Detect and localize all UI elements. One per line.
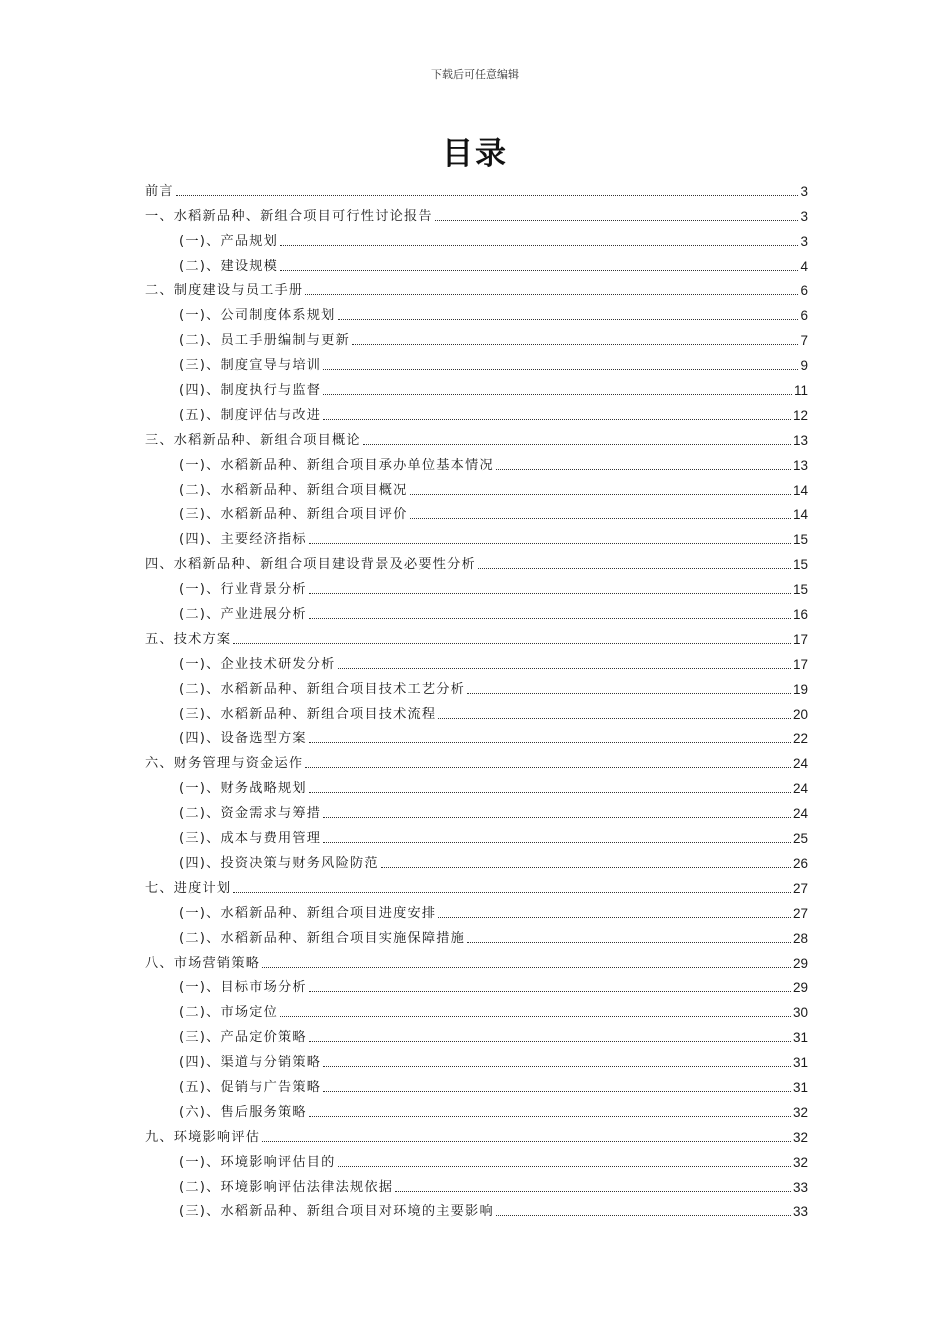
toc-entry-title: (二)、产业进展分析 xyxy=(179,607,307,623)
toc-dot-leader xyxy=(309,593,791,594)
toc-entry-title: (一)、水稻新品种、新组合项目承办单位基本情况 xyxy=(179,457,494,473)
toc-dot-leader xyxy=(467,693,791,694)
toc-entry-title: (五)、制度评估与改进 xyxy=(179,407,322,423)
toc-entry-title: (一)、公司制度体系规划 xyxy=(179,308,336,324)
toc-page-number: 6 xyxy=(800,283,808,299)
toc-dot-leader xyxy=(323,394,792,395)
toc-chapter-entry[interactable] xyxy=(145,175,808,200)
toc-dot-leader xyxy=(262,967,791,968)
toc-entry-title: 一、水稻新品种、新组合项目可行性讨论报告 xyxy=(145,208,433,224)
toc-page-number: 13 xyxy=(792,457,808,473)
toc-dot-leader xyxy=(352,344,799,345)
toc-entry-title: (二)、水稻新品种、新组合项目实施保障措施 xyxy=(179,930,466,946)
toc-entry-title: 三、水稻新品种、新组合项目概论 xyxy=(145,432,361,448)
toc-entry-title: (四)、制度执行与监督 xyxy=(179,383,322,399)
toc-dot-leader xyxy=(338,319,799,320)
toc-page-number: 31 xyxy=(792,1055,808,1071)
toc-dot-leader xyxy=(338,1166,791,1167)
toc-dot-leader xyxy=(496,469,791,470)
toc-dot-leader xyxy=(309,543,791,544)
toc-page-number: 22 xyxy=(792,731,808,747)
toc-chapter-entry[interactable] xyxy=(145,275,808,300)
toc-entry-title: (二)、市场定位 xyxy=(179,1005,279,1021)
toc-section-entry[interactable] xyxy=(145,723,808,748)
toc-page-number: 17 xyxy=(792,631,808,647)
toc-dot-leader xyxy=(478,568,791,569)
toc-page-number: 32 xyxy=(792,1104,808,1120)
toc-dot-leader xyxy=(309,991,791,992)
toc-section-entry[interactable] xyxy=(145,847,808,872)
toc-dot-leader xyxy=(280,245,798,246)
toc-section-entry[interactable] xyxy=(145,523,808,548)
toc-section-entry[interactable] xyxy=(145,225,808,250)
toc-page-number: 11 xyxy=(793,383,808,399)
toc-chapter-entry[interactable] xyxy=(145,548,808,573)
toc-entry-title: (二)、资金需求与筹措 xyxy=(179,806,322,822)
toc-page-number: 31 xyxy=(792,1030,808,1046)
toc-page-number: 26 xyxy=(792,855,808,871)
toc-page-number: 24 xyxy=(792,756,808,772)
toc-dot-leader xyxy=(309,1116,791,1117)
toc-entry-title: (二)、建设规模 xyxy=(179,258,279,274)
table-of-contents xyxy=(145,175,808,1220)
toc-dot-leader xyxy=(305,294,798,295)
toc-page-number: 31 xyxy=(792,1079,808,1095)
toc-section-entry[interactable] xyxy=(145,772,808,797)
toc-title: 目录 xyxy=(442,136,508,172)
toc-page-number: 6 xyxy=(800,308,808,324)
toc-section-entry[interactable] xyxy=(145,1046,808,1071)
toc-section-entry[interactable] xyxy=(145,1196,808,1221)
page-header: 下载后可任意编辑 xyxy=(431,68,519,81)
toc-entry-title: (三)、成本与费用管理 xyxy=(179,831,322,847)
toc-dot-leader xyxy=(323,817,791,818)
toc-page-number: 3 xyxy=(800,233,808,249)
toc-page-number: 15 xyxy=(792,582,808,598)
toc-entry-title: (三)、水稻新品种、新组合项目评价 xyxy=(179,507,408,523)
toc-page-number: 14 xyxy=(792,482,808,498)
toc-page-number: 19 xyxy=(792,681,808,697)
toc-page-number: 24 xyxy=(792,781,808,797)
toc-chapter-entry[interactable] xyxy=(145,1121,808,1146)
toc-dot-leader xyxy=(323,369,798,370)
toc-entry-title: (一)、产品规划 xyxy=(179,233,279,249)
toc-dot-leader xyxy=(467,942,791,943)
toc-page-number: 28 xyxy=(792,930,808,946)
toc-section-entry[interactable] xyxy=(145,972,808,997)
toc-entry-title: (四)、投资决策与财务风险防范 xyxy=(179,855,379,871)
toc-page-number: 32 xyxy=(792,1154,808,1170)
toc-page-number: 12 xyxy=(792,407,808,423)
toc-section-entry[interactable] xyxy=(145,573,808,598)
toc-section-entry[interactable] xyxy=(145,897,808,922)
toc-page-number: 14 xyxy=(792,507,808,523)
toc-chapter-entry[interactable] xyxy=(145,424,808,449)
toc-entry-title: (二)、员工手册编制与更新 xyxy=(179,333,350,349)
toc-section-entry[interactable] xyxy=(145,1096,808,1121)
toc-entry-title: (三)、制度宣导与培训 xyxy=(179,358,322,374)
toc-page-number: 27 xyxy=(792,905,808,921)
toc-page-number: 17 xyxy=(792,656,808,672)
toc-page-number: 9 xyxy=(800,358,808,374)
toc-page-number: 15 xyxy=(792,557,808,573)
toc-entry-title: (一)、财务战略规划 xyxy=(179,781,307,797)
toc-page-number: 25 xyxy=(792,831,808,847)
toc-section-entry[interactable] xyxy=(145,1171,808,1196)
toc-chapter-entry[interactable] xyxy=(145,947,808,972)
toc-page-number: 27 xyxy=(792,880,808,896)
toc-dot-leader xyxy=(338,668,791,669)
toc-dot-leader xyxy=(262,1141,791,1142)
toc-entry-title: (三)、水稻新品种、新组合项目技术流程 xyxy=(179,706,437,722)
toc-dot-leader xyxy=(435,220,799,221)
toc-dot-leader xyxy=(410,518,791,519)
toc-entry-title: (一)、企业技术研发分析 xyxy=(179,656,336,672)
toc-entry-title: (三)、产品定价策略 xyxy=(179,1030,307,1046)
toc-dot-leader xyxy=(309,742,791,743)
toc-page-number: 15 xyxy=(792,532,808,548)
toc-section-entry[interactable] xyxy=(145,324,808,349)
toc-section-entry[interactable] xyxy=(145,1071,808,1096)
toc-dot-leader xyxy=(323,842,791,843)
toc-page-number: 29 xyxy=(792,980,808,996)
toc-section-entry[interactable] xyxy=(145,349,808,374)
toc-page-number: 3 xyxy=(800,208,808,224)
toc-section-entry[interactable] xyxy=(145,673,808,698)
toc-dot-leader xyxy=(323,1091,791,1092)
toc-section-entry[interactable] xyxy=(145,399,808,424)
toc-entry-title: (三)、水稻新品种、新组合项目对环境的主要影响 xyxy=(179,1204,494,1220)
toc-dot-leader xyxy=(438,718,791,719)
toc-dot-leader xyxy=(363,444,791,445)
toc-dot-leader xyxy=(309,618,791,619)
toc-page-number: 16 xyxy=(792,607,808,623)
toc-section-entry[interactable] xyxy=(145,797,808,822)
toc-section-entry[interactable] xyxy=(145,1146,808,1171)
toc-page-number: 33 xyxy=(792,1179,808,1195)
toc-dot-leader xyxy=(176,195,799,196)
toc-entry-title: (一)、目标市场分析 xyxy=(179,980,307,996)
toc-dot-leader xyxy=(233,892,791,893)
toc-dot-leader xyxy=(438,917,791,918)
toc-dot-leader xyxy=(381,867,791,868)
toc-dot-leader xyxy=(309,792,791,793)
toc-chapter-entry[interactable] xyxy=(145,872,808,897)
toc-entry-title: (一)、水稻新品种、新组合项目进度安排 xyxy=(179,905,437,921)
toc-entry-title: 五、技术方案 xyxy=(145,631,232,647)
toc-dot-leader xyxy=(280,270,798,271)
toc-entry-title: 八、市场营销策略 xyxy=(145,955,261,971)
toc-dot-leader xyxy=(280,1016,791,1017)
toc-section-entry[interactable] xyxy=(145,648,808,673)
toc-entry-title: 九、环境影响评估 xyxy=(145,1129,261,1145)
toc-page-number: 32 xyxy=(792,1129,808,1145)
toc-entry-title: 二、制度建设与员工手册 xyxy=(145,283,304,299)
toc-entry-title: 六、财务管理与资金运作 xyxy=(145,756,304,772)
toc-section-entry[interactable] xyxy=(145,499,808,524)
toc-dot-leader xyxy=(309,1041,791,1042)
toc-section-entry[interactable] xyxy=(145,449,808,474)
toc-entry-title: (二)、水稻新品种、新组合项目概况 xyxy=(179,482,408,498)
toc-entry-title: (二)、水稻新品种、新组合项目技术工艺分析 xyxy=(179,681,466,697)
toc-entry-title: (四)、设备选型方案 xyxy=(179,731,307,747)
toc-entry-title: 四、水稻新品种、新组合项目建设背景及必要性分析 xyxy=(145,557,476,573)
toc-dot-leader xyxy=(496,1215,791,1216)
toc-section-entry[interactable] xyxy=(145,1021,808,1046)
toc-dot-leader xyxy=(410,494,791,495)
toc-page-number: 30 xyxy=(792,1005,808,1021)
toc-section-entry[interactable] xyxy=(145,822,808,847)
toc-entry-title: 七、进度计划 xyxy=(145,880,232,896)
toc-chapter-entry[interactable] xyxy=(145,747,808,772)
toc-entry-title: (五)、促销与广告策略 xyxy=(179,1079,322,1095)
toc-page-number: 24 xyxy=(792,806,808,822)
toc-section-entry[interactable] xyxy=(145,698,808,723)
toc-dot-leader xyxy=(233,643,791,644)
toc-entry-title: (一)、行业背景分析 xyxy=(179,582,307,598)
toc-section-entry[interactable] xyxy=(145,250,808,275)
toc-dot-leader xyxy=(395,1191,791,1192)
toc-page-number: 13 xyxy=(792,432,808,448)
toc-page-number: 3 xyxy=(800,183,808,199)
toc-entry-title: 前言 xyxy=(145,183,174,199)
toc-entry-title: (四)、渠道与分销策略 xyxy=(179,1055,322,1071)
toc-page-number: 29 xyxy=(792,955,808,971)
toc-chapter-entry[interactable] xyxy=(145,200,808,225)
toc-entry-title: (四)、主要经济指标 xyxy=(179,532,307,548)
toc-section-entry[interactable] xyxy=(145,922,808,947)
toc-dot-leader xyxy=(305,767,791,768)
toc-section-entry[interactable] xyxy=(145,374,808,399)
toc-page-number: 33 xyxy=(792,1204,808,1220)
toc-dot-leader xyxy=(323,1066,791,1067)
toc-entry-title: (六)、售后服务策略 xyxy=(179,1104,307,1120)
toc-chapter-entry[interactable] xyxy=(145,623,808,648)
toc-section-entry[interactable] xyxy=(145,996,808,1021)
toc-page-number: 7 xyxy=(800,333,808,349)
toc-page-number: 4 xyxy=(800,258,808,274)
toc-entry-title: (二)、环境影响评估法律法规依据 xyxy=(179,1179,394,1195)
toc-section-entry[interactable] xyxy=(145,474,808,499)
toc-section-entry[interactable] xyxy=(145,299,808,324)
toc-page-number: 20 xyxy=(792,706,808,722)
toc-section-entry[interactable] xyxy=(145,598,808,623)
toc-dot-leader xyxy=(323,419,791,420)
toc-entry-title: (一)、环境影响评估目的 xyxy=(179,1154,336,1170)
